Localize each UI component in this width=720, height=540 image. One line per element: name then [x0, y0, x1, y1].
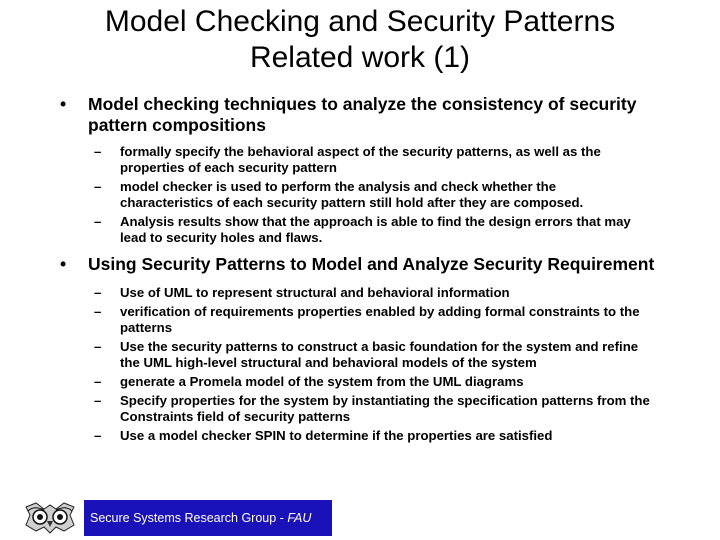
sub-item: – Analysis results show that the approach is able to find the design errors that may lead to security holes and flaws. [94, 214, 631, 245]
footer-label [84, 500, 332, 536]
slide-title-line-1: Model Checking and Security Patterns [104, 5, 616, 38]
sub-item: – verification of requirements properties enabled by adding formal constraints to the patterns [94, 304, 640, 335]
slide-title-line-2: Related work (1) [249, 41, 471, 74]
footer-separator: - [276, 511, 288, 525]
bullet-marker: • [60, 94, 67, 114]
slide-title [0, 4, 720, 76]
dash-marker: – [94, 374, 102, 389]
dash-marker: – [94, 214, 102, 229]
bullet-1-subitems [0, 144, 720, 246]
bullet-2 [0, 254, 720, 447]
sub-item: – Use the security patterns to construct a basic foundation for the system and refine the UML high-level structural and behavioral models of the system [94, 339, 639, 370]
sub-item: – Use a model checker SPIN to determine if the properties are satisfied [94, 428, 553, 443]
dash-marker: – [94, 285, 102, 300]
footer-suffix: FAU [287, 511, 312, 525]
dash-marker: – [94, 144, 102, 159]
bullet-marker: • [60, 254, 67, 274]
dash-marker: – [94, 339, 102, 354]
bullet-1-text: • Model checking techniques to analyze the consistency of security pattern compositions [60, 94, 637, 135]
bullet-2-text: • Using Security Patterns to Model and Analyze Security Requirement [60, 254, 655, 274]
bullet-2-subitems [0, 285, 720, 444]
footer [0, 496, 720, 540]
bullet-1 [0, 94, 720, 249]
sub-item: – Specify properties for the system by instantiating the specification patterns from the Constraints field of security patterns [94, 393, 650, 424]
footer-org: Secure Systems Research Group [90, 511, 277, 525]
dash-marker: – [94, 428, 102, 443]
dash-marker: – [94, 179, 102, 194]
sub-item: – generate a Promela model of the system from the UML diagrams [94, 374, 524, 389]
sub-item: – formally specify the behavioral aspect of the security patterns, as well as the properties of each security pattern [94, 144, 601, 175]
sub-item: – Use of UML to represent structural and behavioral information [94, 285, 510, 300]
sub-item: – model checker is used to perform the analysis and check whether the characteristics of each security pattern still hold after they are composed. [94, 179, 584, 210]
owl-logo-icon [22, 501, 78, 535]
dash-marker: – [94, 393, 102, 408]
dash-marker: – [94, 304, 102, 319]
